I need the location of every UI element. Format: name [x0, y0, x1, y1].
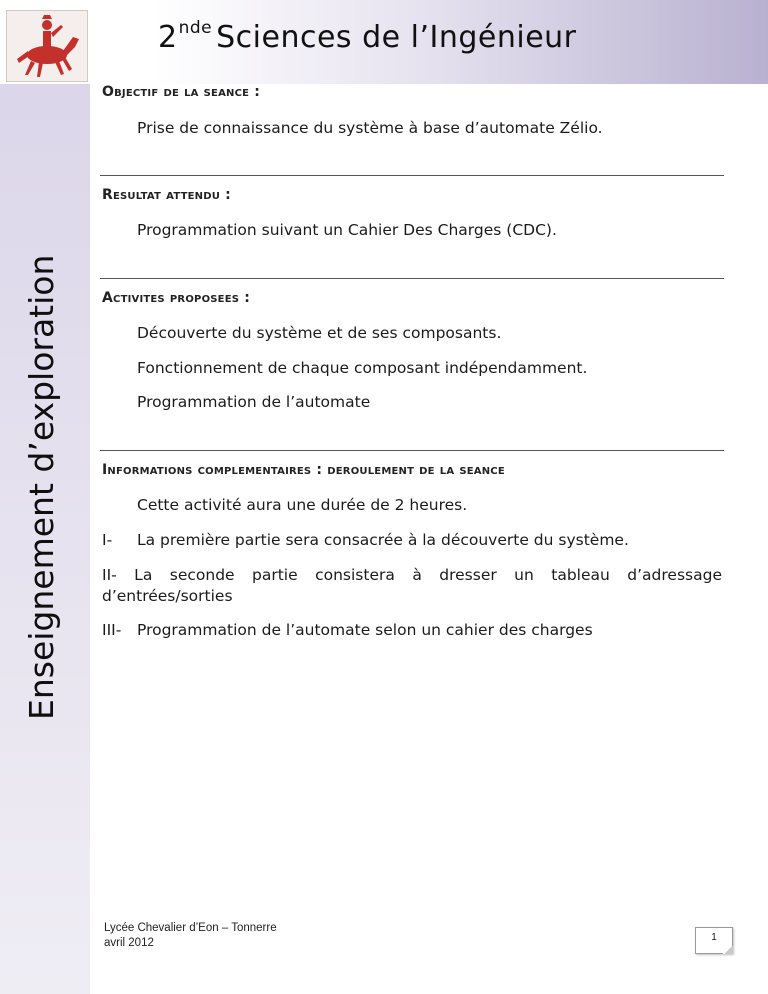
list-item-justified: II- La seconde partie consistera à dresser un tableau d’adressage d’entrées/sorties: [102, 566, 722, 605]
objectif-text: Prise de connaissance du système à base d’automate Zélio.: [137, 119, 603, 137]
list-item: [102, 531, 629, 549]
list-item-number: I-: [102, 531, 113, 549]
informations-intro: Cette activité aura une durée de 2 heures.: [137, 496, 468, 514]
footer-date: avril 2012: [104, 937, 154, 949]
footer-school: Lycée Chevalier d’Eon – Tonnerre: [104, 922, 277, 934]
objectif-heading: Objectif de la seance :: [102, 84, 261, 100]
page-number: 1: [695, 927, 733, 954]
activite-item: Programmation de l’automate: [137, 393, 371, 411]
activite-item: Fonctionnement de chaque composant indépendamment.: [137, 359, 588, 377]
resultat-text: Programmation suivant un Cahier Des Charges (CDC).: [137, 221, 557, 239]
list-item-text: La première partie sera consacrée à la découverte du système.: [137, 531, 629, 549]
sidebar-vertical-label: Enseignement d’exploration: [22, 254, 61, 720]
list-item-text: Programmation de l’automate selon un cahier des charges: [137, 621, 593, 639]
activite-item: Découverte du système et de ses composants.: [137, 324, 502, 342]
section-divider: [100, 175, 724, 176]
resultat-heading: Resultat attendu :: [102, 187, 231, 203]
logo-knight-icon: [6, 10, 88, 82]
list-item-number: III-: [102, 621, 122, 639]
page-title: 2nde Sciences de l’Ingénieur: [158, 18, 577, 55]
activites-heading: Activites proposees :: [102, 290, 251, 306]
section-divider: [100, 278, 724, 279]
footer: [104, 921, 277, 951]
informations-heading: Informations complementaires : deroulement de la seance: [102, 462, 505, 478]
section-divider: [100, 450, 724, 451]
list-item: [102, 621, 593, 639]
